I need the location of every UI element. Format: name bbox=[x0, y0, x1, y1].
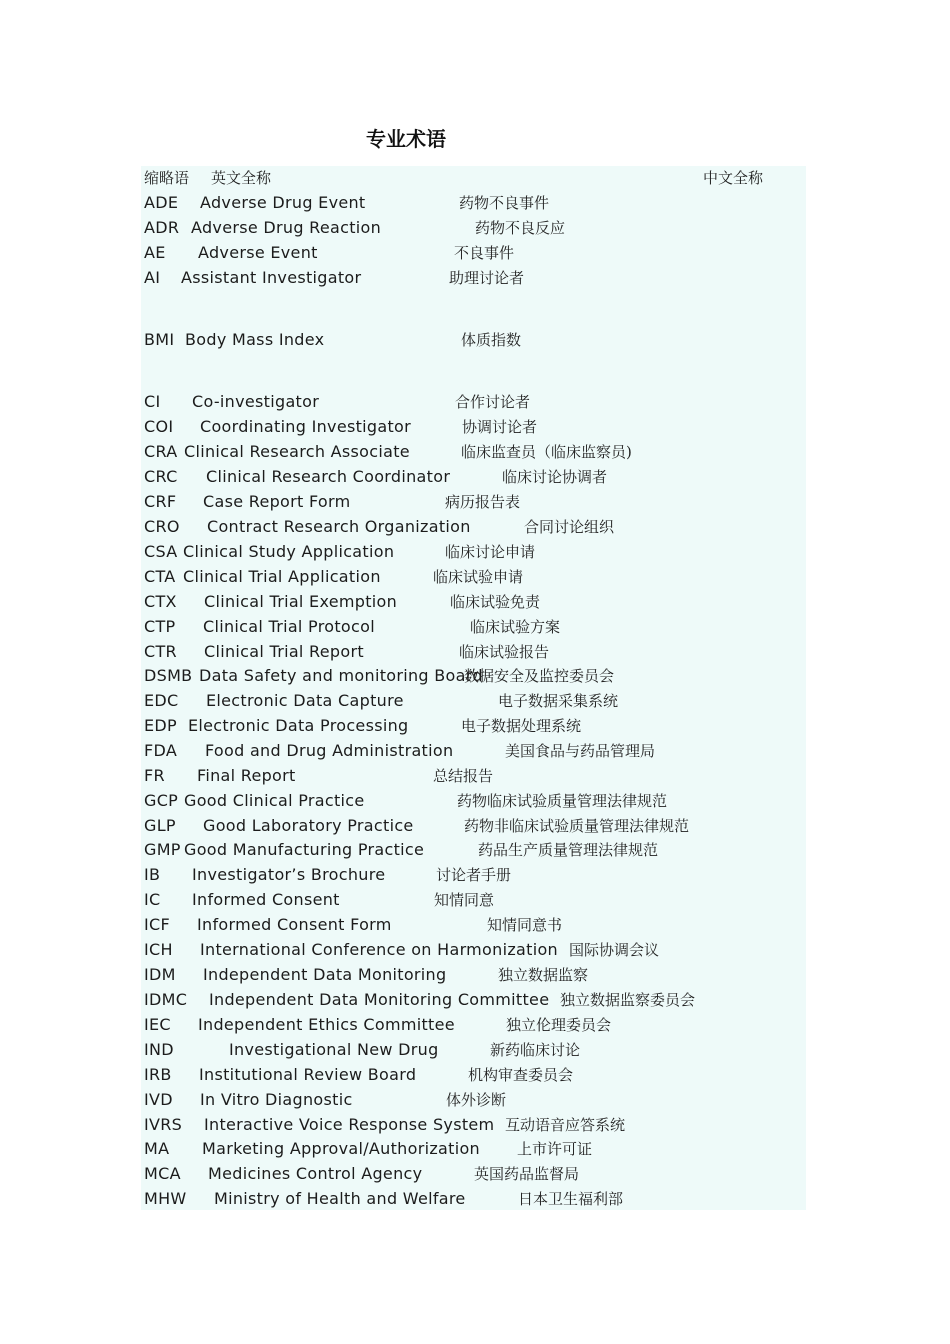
term-english-name: Contract Research Organization bbox=[207, 517, 471, 536]
term-english-name: Investigator’s Brochure bbox=[192, 865, 386, 884]
term-english-name: Independent Ethics Committee bbox=[198, 1015, 455, 1034]
term-chinese-name: 英国药品监督局 bbox=[474, 1165, 580, 1183]
term-abbreviation: CTR bbox=[144, 642, 177, 661]
term-english-name: Clinical Trial Exemption bbox=[204, 592, 398, 611]
term-english-name: Adverse Drug Reaction bbox=[191, 218, 382, 237]
term-chinese-name: 体质指数 bbox=[461, 331, 522, 349]
term-abbreviation: CRC bbox=[144, 467, 178, 486]
term-english-name: Investigational New Drug bbox=[229, 1040, 439, 1059]
term-abbreviation: CRO bbox=[144, 517, 180, 536]
term-chinese-name: 药物临床试验质量管理法律规范 bbox=[457, 792, 668, 810]
term-abbreviation: MA bbox=[144, 1139, 170, 1158]
term-abbreviation: ADE bbox=[144, 193, 179, 212]
term-english-name: Clinical Trial Protocol bbox=[203, 617, 375, 636]
term-english-name: Food and Drug Administration bbox=[205, 741, 454, 760]
term-chinese-name: 协调讨论者 bbox=[462, 418, 538, 436]
term-chinese-name: 上市许可证 bbox=[517, 1140, 593, 1158]
term-chinese-name: 独立数据监察委员会 bbox=[560, 991, 696, 1009]
term-chinese-name: 新药临床讨论 bbox=[490, 1041, 581, 1059]
term-english-name: Independent Data Monitoring Committee bbox=[209, 990, 550, 1009]
term-chinese-name: 知情同意 bbox=[434, 891, 495, 909]
term-english-name: Independent Data Monitoring bbox=[203, 965, 447, 984]
term-abbreviation: GCP bbox=[144, 791, 179, 810]
term-abbreviation: MCA bbox=[144, 1164, 181, 1183]
term-chinese-name: 临床试验免责 bbox=[450, 593, 541, 611]
term-chinese-name: 临床讨论申请 bbox=[445, 543, 536, 561]
term-abbreviation: CTP bbox=[144, 617, 176, 636]
term-abbreviation: EDC bbox=[144, 691, 179, 710]
term-chinese-name: 电子数据处理系统 bbox=[461, 717, 582, 735]
term-english-name: Good Laboratory Practice bbox=[203, 816, 414, 835]
term-chinese-name: 体外诊断 bbox=[446, 1091, 507, 1109]
term-abbreviation: DSMB bbox=[144, 666, 193, 685]
term-english-name: Clinical Trial Report bbox=[204, 642, 364, 661]
term-chinese-name: 互动语音应答系统 bbox=[505, 1116, 626, 1134]
term-chinese-name: 讨论者手册 bbox=[436, 866, 512, 884]
term-abbreviation: ICF bbox=[144, 915, 170, 934]
term-abbreviation: FDA bbox=[144, 741, 178, 760]
term-english-name: Co-investigator bbox=[192, 392, 320, 411]
term-abbreviation: IDMC bbox=[144, 990, 188, 1009]
term-abbreviation: IVD bbox=[144, 1090, 173, 1109]
term-abbreviation: IB bbox=[144, 865, 161, 884]
term-chinese-name: 临床试验方案 bbox=[470, 618, 561, 636]
term-english-name: Assistant Investigator bbox=[181, 268, 362, 287]
term-chinese-name: 机构审查委员会 bbox=[468, 1066, 574, 1084]
term-abbreviation: GLP bbox=[144, 816, 176, 835]
term-english-name: Clinical Research Coordinator bbox=[206, 467, 451, 486]
term-english-name: Interactive Voice Response System bbox=[204, 1115, 495, 1134]
term-chinese-name: 病历报告表 bbox=[445, 493, 521, 511]
term-abbreviation: GMP bbox=[144, 840, 181, 859]
term-english-name: Institutional Review Board bbox=[199, 1065, 417, 1084]
term-chinese-name: 合作讨论者 bbox=[455, 393, 531, 411]
term-english-name: Marketing Approval/Authorization bbox=[202, 1139, 480, 1158]
header-abbr-label: 缩略语 bbox=[144, 169, 190, 187]
term-abbreviation: IVRS bbox=[144, 1115, 183, 1134]
term-abbreviation: CTX bbox=[144, 592, 177, 611]
term-english-name: Medicines Control Agency bbox=[208, 1164, 423, 1183]
term-chinese-name: 独立伦理委员会 bbox=[506, 1016, 612, 1034]
term-english-name: In Vitro Diagnostic bbox=[200, 1090, 353, 1109]
term-english-name: Clinical Trial Application bbox=[183, 567, 381, 586]
header-english-label: 英文全称 bbox=[211, 169, 272, 187]
term-abbreviation: COI bbox=[144, 417, 174, 436]
term-english-name: Informed Consent Form bbox=[197, 915, 392, 934]
term-abbreviation: CI bbox=[144, 392, 161, 411]
term-english-name: Clinical Research Associate bbox=[184, 442, 410, 461]
term-chinese-name: 临床试验申请 bbox=[433, 568, 524, 586]
header-chinese-label: 中文全称 bbox=[703, 169, 764, 187]
term-abbreviation: CRA bbox=[144, 442, 178, 461]
terminology-list bbox=[141, 166, 806, 1210]
term-chinese-name: 药物不良反应 bbox=[475, 219, 566, 237]
term-abbreviation: IND bbox=[144, 1040, 174, 1059]
term-abbreviation: AI bbox=[144, 268, 161, 287]
term-chinese-name: 药物非临床试验质量管理法律规范 bbox=[464, 817, 690, 835]
term-english-name: Electronic Data Processing bbox=[188, 716, 409, 735]
term-chinese-name: 药物不良事件 bbox=[459, 194, 550, 212]
page-title: 专业术语 bbox=[366, 127, 446, 151]
term-abbreviation: EDP bbox=[144, 716, 177, 735]
term-english-name: Case Report Form bbox=[203, 492, 351, 511]
term-english-name: Good Clinical Practice bbox=[184, 791, 365, 810]
term-chinese-name: 电子数据采集系统 bbox=[498, 692, 619, 710]
term-abbreviation: CTA bbox=[144, 567, 176, 586]
term-english-name: Body Mass Index bbox=[185, 330, 325, 349]
term-chinese-name: 临床试验报告 bbox=[459, 643, 550, 661]
term-english-name: Informed Consent bbox=[192, 890, 340, 909]
term-english-name: Coordinating Investigator bbox=[200, 417, 412, 436]
term-english-name: Data Safety and monitoring Board bbox=[199, 666, 483, 685]
term-chinese-name: 不良事件 bbox=[454, 244, 515, 262]
term-english-name: Final Report bbox=[197, 766, 296, 785]
term-abbreviation: IEC bbox=[144, 1015, 171, 1034]
term-abbreviation: BMI bbox=[144, 330, 175, 349]
term-english-name: Adverse Drug Event bbox=[200, 193, 366, 212]
term-chinese-name: 日本卫生福利部 bbox=[518, 1190, 624, 1208]
term-chinese-name: 知情同意书 bbox=[487, 916, 563, 934]
term-abbreviation: ICH bbox=[144, 940, 173, 959]
term-chinese-name: 总结报告 bbox=[433, 767, 494, 785]
term-chinese-name: 数据安全及监控委员会 bbox=[464, 667, 615, 685]
term-abbreviation: IC bbox=[144, 890, 161, 909]
term-chinese-name: 助理讨论者 bbox=[449, 269, 525, 287]
term-abbreviation: IDM bbox=[144, 965, 176, 984]
term-abbreviation: FR bbox=[144, 766, 165, 785]
term-english-name: Adverse Event bbox=[198, 243, 318, 262]
term-chinese-name: 合同讨论组织 bbox=[524, 518, 615, 536]
term-english-name: Ministry of Health and Welfare bbox=[214, 1189, 466, 1208]
term-chinese-name: 临床监查员（临床监察员) bbox=[461, 443, 632, 461]
term-chinese-name: 药品生产质量管理法律规范 bbox=[478, 841, 659, 859]
term-english-name: Clinical Study Application bbox=[183, 542, 395, 561]
term-chinese-name: 国际协调会议 bbox=[569, 941, 660, 959]
term-chinese-name: 美国食品与药品管理局 bbox=[505, 742, 656, 760]
term-abbreviation: IRB bbox=[144, 1065, 172, 1084]
term-chinese-name: 临床讨论协调者 bbox=[502, 468, 608, 486]
term-english-name: Good Manufacturing Practice bbox=[184, 840, 425, 859]
term-english-name: International Conference on Harmonization bbox=[200, 940, 558, 959]
term-abbreviation: ADR bbox=[144, 218, 180, 237]
term-abbreviation: MHW bbox=[144, 1189, 187, 1208]
term-abbreviation: CSA bbox=[144, 542, 178, 561]
term-abbreviation: CRF bbox=[144, 492, 177, 511]
term-abbreviation: AE bbox=[144, 243, 166, 262]
term-english-name: Electronic Data Capture bbox=[206, 691, 404, 710]
term-chinese-name: 独立数据监察 bbox=[498, 966, 589, 984]
